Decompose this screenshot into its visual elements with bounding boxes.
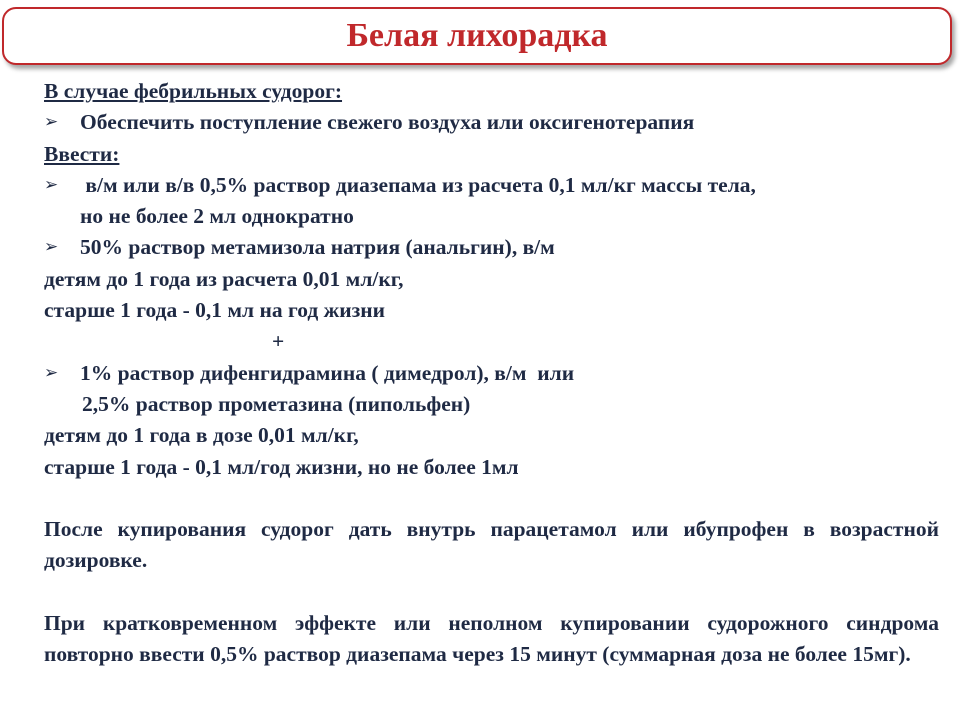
promethazine-line: 2,5% раствор прометазина (пипольфен): [82, 391, 471, 416]
arrow-bullet-icon: ➢: [44, 237, 59, 258]
slide-title: Белая лихорадка: [346, 17, 608, 54]
section-heading-administer: Ввести:: [44, 141, 120, 166]
spacer: [44, 483, 939, 514]
arrow-bullet-icon: ➢: [44, 362, 59, 383]
arrow-bullet-icon: ➢: [44, 112, 59, 133]
bullet-text: 1% раствор дифенгидрамина ( димедрол), в/м или: [80, 360, 575, 385]
bullet-text-line1: в/м или в/в 0,5% раствор диазепама из расчета 0,1 мл/кг массы тела,: [80, 172, 756, 197]
bullet-item-oxygen: [44, 107, 939, 138]
bullet-text: Обеспечить поступление свежего воздуха или оксигенотерапия: [80, 110, 695, 135]
spacer: [44, 577, 939, 608]
bullet-text-line2: но не более 2 мл однократно: [80, 204, 354, 229]
bullet-item-metamizole: [44, 232, 939, 263]
section-heading-febrile-seizures: В случае фебрильных судорог:: [44, 79, 343, 103]
dose-line-under-1-year: детям до 1 года из расчета 0,01 мл/кг,: [44, 266, 404, 291]
bullet-text: 50% раствор метамизола натрия (анальгин), в/м: [80, 235, 555, 260]
arrow-bullet-icon: ➢: [44, 174, 59, 195]
plus-sign: +: [272, 329, 285, 354]
bullet-item-diazepam: [44, 170, 939, 233]
antihistamine-dose-over-1-year: старше 1 года - 0,1 мл/год жизни, но не более 1мл: [44, 454, 519, 479]
bullet-item-diphenhydramine: [44, 358, 939, 389]
title-frame: [2, 7, 952, 65]
dose-line-over-1-year: старше 1 года - 0,1 мл на год жизни: [44, 298, 386, 323]
paragraph-repeat-diazepam: При кратковременном эффекте или неполном купировании судорожного синдрома повторно ввести 0,5% раствор диазепама через 15 минут (суммарная доза не более 15мг).: [44, 611, 939, 667]
slide-content: [44, 76, 939, 671]
antihistamine-dose-under-1-year: детям до 1 года в дозе 0,01 мл/кг,: [44, 423, 359, 448]
paragraph-after-seizures: После купирования судорог дать внутрь парацетамол или ибупрофен в возрастной дозировке.: [44, 517, 939, 573]
